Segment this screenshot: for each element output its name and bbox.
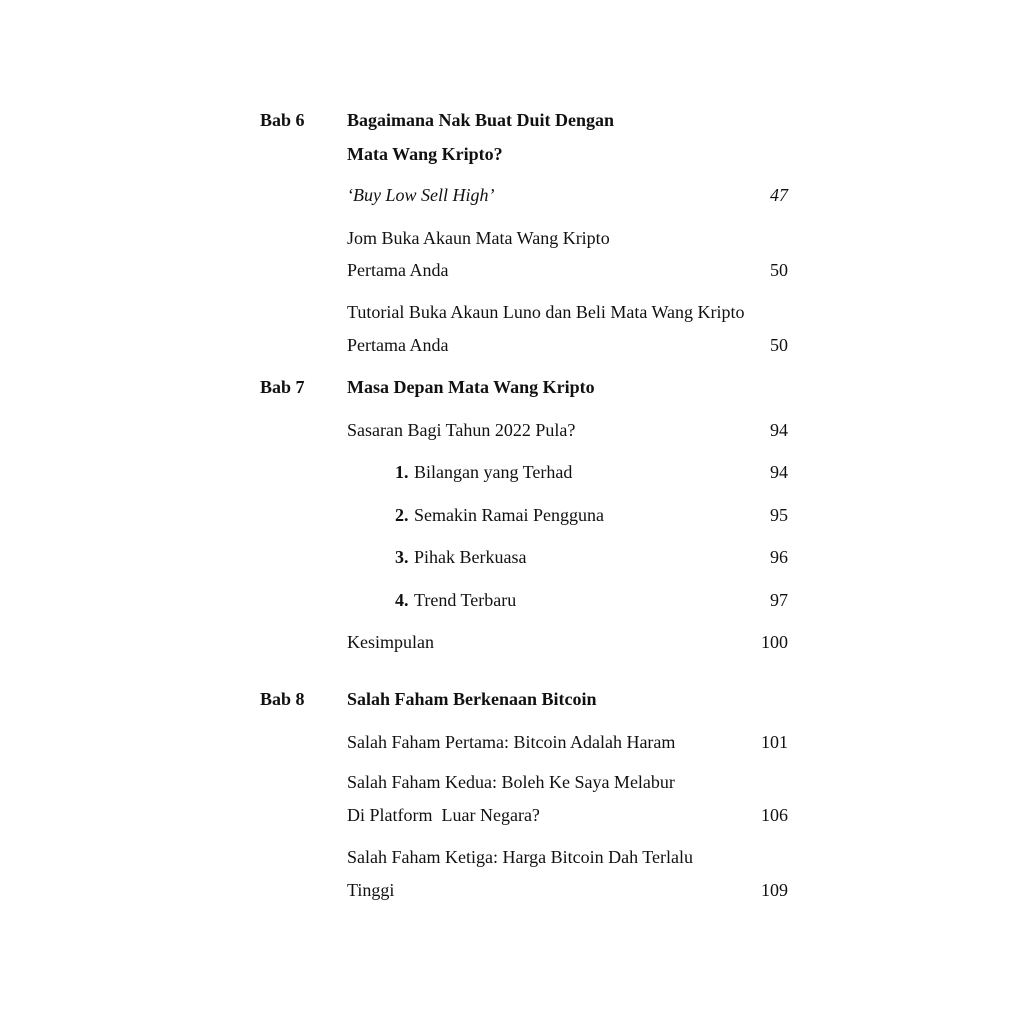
toc-entry-page: 97 <box>770 590 788 610</box>
toc-entry-text: Pertama Anda <box>347 260 449 280</box>
toc-entry-text: ‘Buy Low Sell High’ <box>347 185 495 205</box>
toc-entry-page: 109 <box>761 880 788 900</box>
toc-entry-page: 94 <box>770 420 788 440</box>
toc-entry-page: 94 <box>770 462 788 482</box>
chapter-label: Bab 7 <box>260 377 305 397</box>
toc-entry-text: Pihak Berkuasa <box>414 547 527 567</box>
toc-entry-page: 50 <box>770 335 788 355</box>
toc-entry-page: 95 <box>770 505 788 525</box>
toc-entry-page: 50 <box>770 260 788 280</box>
toc-entry-number: 1. <box>395 462 409 482</box>
toc-entry-number: 4. <box>395 590 409 610</box>
chapter-title: Salah Faham Berkenaan Bitcoin <box>347 689 597 709</box>
toc-entry-page: 101 <box>761 732 788 752</box>
toc-entry-text: Bilangan yang Terhad <box>414 462 573 482</box>
toc-entry-text: Di Platform Luar Negara? <box>347 805 540 825</box>
toc-entry-number: 3. <box>395 547 409 567</box>
chapter-title: Mata Wang Kripto? <box>347 144 503 164</box>
toc-entry-page: 106 <box>761 805 788 825</box>
toc-entry-text: Sasaran Bagi Tahun 2022 Pula? <box>347 420 576 440</box>
chapter-label: Bab 8 <box>260 689 305 709</box>
toc-entry-page: 100 <box>761 632 788 652</box>
toc-entry-text: Trend Terbaru <box>414 590 517 610</box>
toc-entry-text: Salah Faham Kedua: Boleh Ke Saya Melabur <box>347 772 675 792</box>
toc-entry-text: Salah Faham Pertama: Bitcoin Adalah Haram <box>347 732 676 752</box>
toc-entry-text: Semakin Ramai Pengguna <box>414 505 604 525</box>
toc-entry-text: Tutorial Buka Akaun Luno dan Beli Mata Wang Kripto <box>347 302 745 322</box>
toc-entry-number: 2. <box>395 505 409 525</box>
toc-entry-page: 47 <box>770 185 788 205</box>
chapter-title: Bagaimana Nak Buat Duit Dengan <box>347 110 615 130</box>
toc-entry-text: Jom Buka Akaun Mata Wang Kripto <box>347 228 610 248</box>
toc-entry-text: Kesimpulan <box>347 632 434 652</box>
toc-entry-text: Pertama Anda <box>347 335 449 355</box>
chapter-label: Bab 6 <box>260 110 305 130</box>
chapter-title: Masa Depan Mata Wang Kripto <box>347 377 595 397</box>
toc-entry-page: 96 <box>770 547 788 567</box>
toc-entry-text: Salah Faham Ketiga: Harga Bitcoin Dah Terlalu <box>347 847 693 867</box>
toc-entry-text: Tinggi <box>347 880 395 900</box>
